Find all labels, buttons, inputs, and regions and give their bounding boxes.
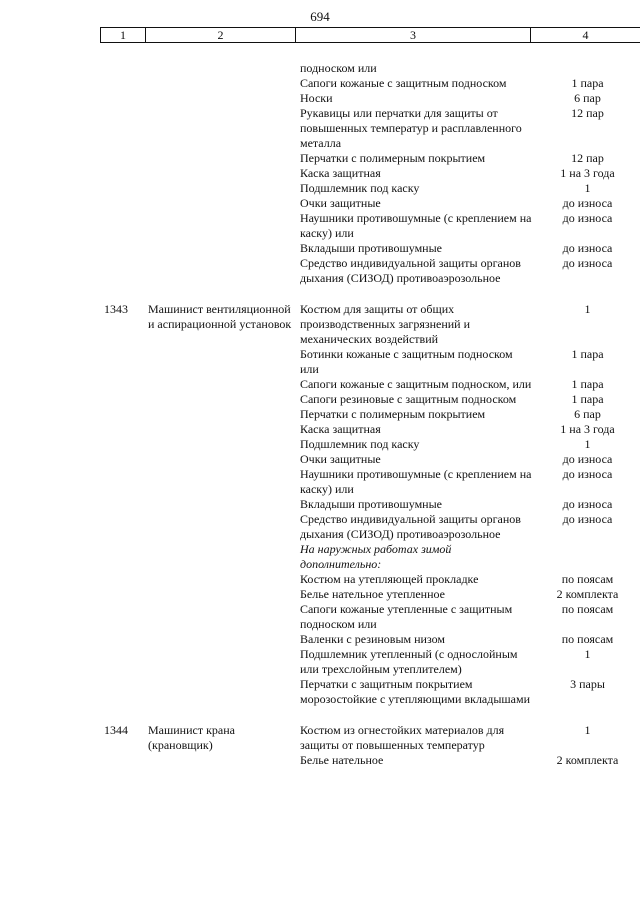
ppe-item-row	[0, 76, 640, 91]
ppe-item-name: Средство индивидуальной защиты органов дыхания (СИЗОД) противоаэрозольное	[300, 512, 521, 541]
occupation-name: Машинист вентиляционной и аспирационной установок	[148, 302, 292, 331]
ppe-item-row	[0, 647, 640, 677]
ppe-item-name: Перчатки с полимерным покрытием	[300, 407, 486, 421]
ppe-item-name: Костюм на утепляющей прокладке	[300, 572, 479, 586]
ppe-item-norm: 1	[584, 647, 591, 661]
ppe-item-norm: по поясам	[561, 602, 614, 616]
ppe-item-norm: 1 на 3 года	[560, 422, 615, 436]
ppe-item-row	[0, 241, 640, 256]
ppe-item-row	[0, 572, 640, 587]
header-col-1: 1	[101, 28, 146, 42]
ppe-item-name: Очки защитные	[300, 196, 381, 210]
ppe-item-row	[0, 211, 640, 241]
ppe-item-row	[0, 452, 640, 467]
ppe-item-norm: 1 пара	[571, 76, 604, 90]
ppe-item-row	[0, 497, 640, 512]
ppe-item-norm: 1	[584, 723, 591, 737]
ppe-item-norm: 1	[584, 437, 591, 451]
ppe-item-norm: до износа	[562, 512, 613, 526]
ppe-item-norm: по поясам	[561, 572, 614, 586]
ppe-item-row	[0, 422, 640, 437]
ppe-item-name: Подшлемник утепленный (с однослойным или трехслойным утеплителем)	[300, 647, 518, 676]
ppe-item-name: Каска защитная	[300, 422, 381, 436]
ppe-item-name: Перчатки с полимерным покрытием	[300, 151, 486, 165]
ppe-item-name: Вкладыши противошумные	[300, 497, 442, 511]
ppe-item-name: Костюм из огнестойких материалов для защиты от повышенных температур	[300, 723, 505, 752]
ppe-item-name: Носки	[300, 91, 333, 105]
header-col-3: 3	[296, 28, 531, 42]
ppe-item-row	[0, 256, 640, 286]
ppe-item-norm: 12 пар	[571, 151, 604, 165]
ppe-item-row	[0, 91, 640, 106]
ppe-item-row	[0, 196, 640, 211]
ppe-item-norm: до износа	[562, 241, 613, 255]
ppe-item-name: Наушники противошумные (с креплением на каску) или	[300, 467, 532, 496]
ppe-item-row	[0, 437, 640, 452]
ppe-item-norm: 2 комплекта	[556, 587, 619, 601]
ppe-item-row	[0, 151, 640, 166]
ppe-item-name: Сапоги кожаные с защитным подноском, или	[300, 377, 532, 391]
table-body	[0, 61, 640, 768]
ppe-item-name: Валенки с резиновым низом	[300, 632, 446, 646]
ppe-item-name: Очки защитные	[300, 452, 381, 466]
ppe-item-norm: по поясам	[561, 632, 614, 646]
page-number: 694	[310, 9, 330, 24]
ppe-item-name: Рукавицы или перчатки для защиты от повышенных температур и расплавленного металла	[300, 106, 522, 150]
ppe-item-row	[0, 602, 640, 632]
ppe-item-row	[0, 512, 640, 542]
row-number: 1343	[104, 302, 128, 316]
ppe-item-norm: 12 пар	[571, 106, 604, 120]
ppe-item-row	[0, 302, 640, 347]
ppe-item-norm: 1 пара	[571, 347, 604, 361]
ppe-item-norm: 1	[584, 302, 591, 316]
header-col-4: 4	[582, 28, 589, 42]
ppe-item-name: Подшлемник под каску	[300, 437, 420, 451]
ppe-item-name: Средство индивидуальной защиты органов дыхания (СИЗОД) противоаэрозольное	[300, 256, 521, 285]
ppe-item-norm: 1 пара	[571, 377, 604, 391]
ppe-item-name: Каска защитная	[300, 166, 381, 180]
ppe-item-row	[0, 467, 640, 497]
ppe-item-norm: до износа	[562, 452, 613, 466]
ppe-item-name: подноском или	[300, 61, 377, 75]
ppe-item-norm: до износа	[562, 497, 613, 511]
ppe-item-row	[0, 587, 640, 602]
ppe-item-name: Белье нательное	[300, 753, 384, 767]
ppe-item-name: Ботинки кожаные с защитным подноском или	[300, 347, 513, 376]
ppe-item-row	[0, 347, 640, 377]
ppe-item-row	[0, 61, 640, 76]
ppe-item-row	[0, 632, 640, 647]
ppe-item-name: Подшлемник под каску	[300, 181, 420, 195]
header-col-2: 2	[146, 28, 296, 42]
row-number: 1344	[104, 723, 128, 737]
ppe-item-norm: до износа	[562, 467, 613, 481]
ppe-item-row	[0, 166, 640, 181]
ppe-item-name: На наружных работах зимой дополнительно:	[300, 542, 452, 571]
ppe-item-row	[0, 723, 640, 753]
ppe-item-name: Вкладыши противошумные	[300, 241, 442, 255]
ppe-item-row	[0, 181, 640, 196]
ppe-item-norm: 6 пар	[574, 407, 601, 421]
ppe-item-name: Сапоги кожаные с защитным подноском	[300, 76, 507, 90]
ppe-item-name: Перчатки с защитным покрытием морозостойкие с утепляющими вкладышами	[300, 677, 531, 706]
ppe-item-norm: 1 на 3 года	[560, 166, 615, 180]
ppe-item-norm: до износа	[562, 196, 613, 210]
ppe-item-norm: 1	[584, 181, 591, 195]
ppe-item-norm: 3 пары	[570, 677, 605, 691]
ppe-item-row	[0, 407, 640, 422]
ppe-item-norm: 1 пара	[571, 392, 604, 406]
ppe-item-norm: 2 комплекта	[556, 753, 619, 767]
ppe-item-row	[0, 753, 640, 768]
ppe-item-name: Наушники противошумные (с креплением на каску) или	[300, 211, 532, 240]
ppe-item-row	[0, 677, 640, 707]
occupation-group	[0, 302, 640, 707]
ppe-item-norm: до износа	[562, 256, 613, 270]
ppe-item-name: Белье нательное утепленное	[300, 587, 445, 601]
occupation-group	[0, 723, 640, 768]
ppe-item-row	[0, 542, 640, 572]
ppe-item-name: Сапоги резиновые с защитным подноском	[300, 392, 517, 406]
ppe-item-row	[0, 377, 640, 392]
ppe-item-row	[0, 392, 640, 407]
ppe-item-name: Костюм для защиты от общих производственных загрязнений и механических воздействий	[300, 302, 471, 346]
ppe-item-name: Сапоги кожаные утепленные с защитным подноском или	[300, 602, 513, 631]
occupation-name: Машинист крана (крановщик)	[148, 723, 235, 752]
ppe-item-norm: 6 пар	[574, 91, 601, 105]
occupation-group	[0, 61, 640, 286]
ppe-item-norm: до износа	[562, 211, 613, 225]
table-header	[100, 27, 640, 43]
ppe-item-row	[0, 106, 640, 151]
